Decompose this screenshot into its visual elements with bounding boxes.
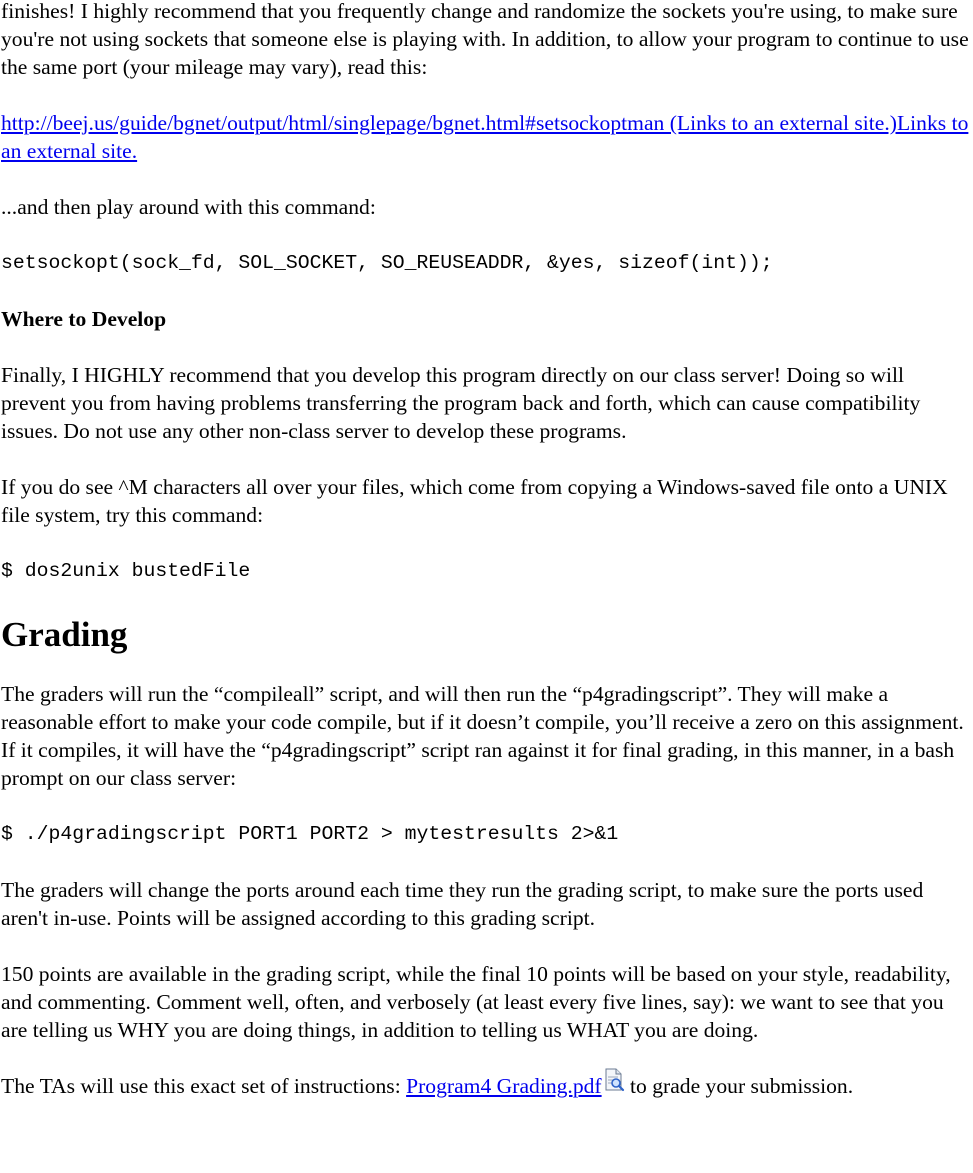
points-paragraph: 150 points are available in the grading script, while the final 10 points will be based on your style, readability, and commenting. Comment well, often, and verbosely (at least every five lines, say): we want to see that you are telling us WHY you are doing things, in addition to telling us WHAT you are doing. — [1, 962, 951, 1042]
where-to-develop-heading: Where to Develop — [1, 307, 167, 331]
setsockopt-code: setsockopt(sock_fd, SOL_SOCKET, SO_REUSEADDR, &yes, sizeof(int)); — [1, 252, 773, 274]
grading-pdf-link[interactable]: Program4 Grading.pdf — [406, 1074, 602, 1098]
document-preview-icon[interactable] — [603, 1068, 625, 1092]
tas-paragraph — [1, 1072, 973, 1100]
intro-paragraph: finishes! I highly recommend that you frequently change and randomize the sockets you're using, to make sure you're not using sockets that someone else is playing with. In addition, to allow your program to continue to use the same port (your mileage may vary), read this: — [1, 0, 969, 79]
m-characters-paragraph: If you do see ^M characters all over your files, which come from copying a Windows-saved file onto a UNIX file system, try this command: — [1, 475, 948, 527]
beej-link-paragraph — [1, 109, 973, 165]
grading-script-code: $ ./p4gradingscript PORT1 PORT2 > mytestresults 2>&1 — [1, 823, 619, 845]
document-body — [1, 0, 973, 1128]
dos2unix-code: $ dos2unix bustedFile — [1, 560, 251, 582]
grading-heading: Grading — [1, 615, 128, 654]
develop-paragraph: Finally, I HIGHLY recommend that you develop this program directly on our class server! Doing so will prevent you from having problems transferring the program back and forth, which can cause compatibility issues. Do not use any other non-class server to develop these programs. — [1, 363, 921, 443]
ports-paragraph: The graders will change the ports around each time they run the grading script, to make sure the ports used aren't in-use. Points will be assigned according to this grading script. — [1, 878, 924, 930]
tas-prefix-text: The TAs will use this exact set of instructions: — [1, 1074, 407, 1098]
play-around-text: ...and then play around with this command: — [1, 195, 376, 219]
tas-suffix-text: to grade your submission. — [624, 1074, 854, 1098]
graders-paragraph: The graders will run the “compileall” script, and will then run the “p4gradingscript”. They will make a reasonable effort to make your code compile, but if it doesn’t compile, you’ll receive a zero on this assignment. If it compiles, it will have the “p4gradingscript” script ran against it for final grading, in this manner, in a bash prompt on our class server: — [1, 682, 964, 790]
beej-guide-link[interactable]: http://beej.us/guide/bgnet/output/html/singlepage/bgnet.html#setsockoptman (Links to an external site.)Links to an external site. — [1, 111, 969, 163]
